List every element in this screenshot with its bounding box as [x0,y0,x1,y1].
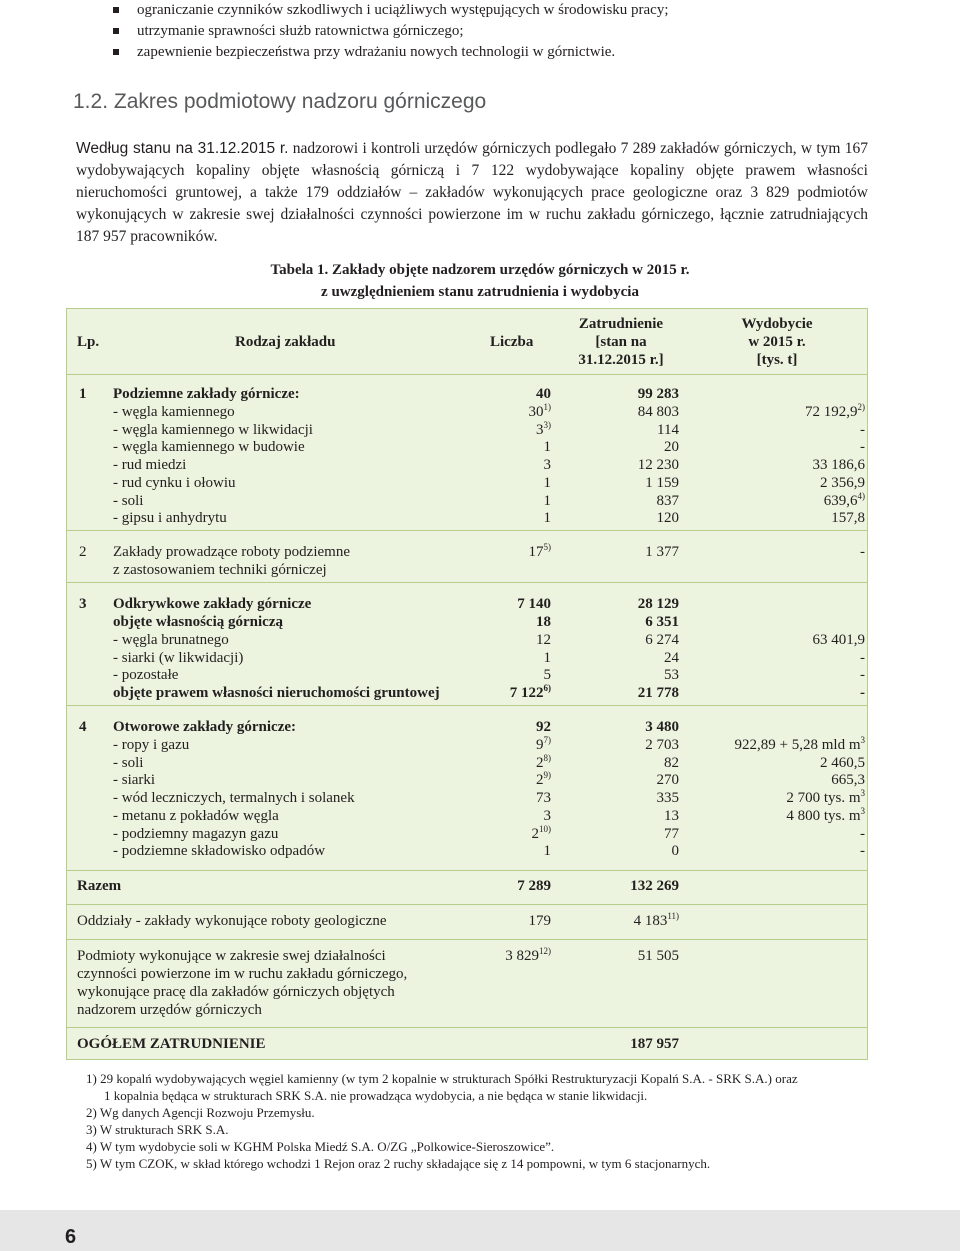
intro-paragraph [76,138,868,248]
row-employment: 6 274 [645,632,679,648]
bullet-item: zapewnienie bezpieczeństwa przy wdrażaniu nowych technologii w górnictwie. [110,42,669,63]
row-employment: 120 [656,510,679,526]
table-caption-line1: Tabela 1. Zakłady objęte nadzorem urzędów górniczych w 2015 r. [270,262,690,278]
header-production-1: Wydobycie [741,316,813,332]
row-name: objęte własnością górniczą [113,614,283,630]
row-count: 1 [543,493,551,509]
row-count: 9$^{7)}$ [536,735,551,753]
row-production: 2 700 tys. $m^3$ [786,788,865,806]
row-count: 1 [543,475,551,491]
total-count: 7 289 [517,878,551,894]
table-divider [67,582,867,583]
row-production: - [860,422,865,438]
row-production: 665,3 [831,772,865,788]
row-count: 1 [543,439,551,455]
row-production: 33 186,6 [812,457,865,473]
header-production-3: [tys. t] [756,352,798,368]
row-production: - [860,439,865,455]
row-count: 1 [543,650,551,666]
row-employment: 0 [671,843,679,859]
table-caption-line2: z uwzględnieniem stanu zatrudnienia i wydobycia [321,284,639,300]
header-count: Liczba [490,334,534,350]
footnote-4: 4) W tym wydobycie soli w KGHM Polska Miedź S.A. O/ZG „Polkowice-Sieroszowice”. [86,1139,555,1154]
row-production: 4 800 tys. $m^3$ [786,806,865,824]
row-name: - siarki [113,772,156,788]
entities-employment: 51 505 [637,948,679,964]
row-count: 1 [543,843,551,859]
table-divider [67,939,867,940]
row-name: - gipsu i anhydrytu [113,510,227,526]
footnote-3: 3) W strukturach SRK S.A. [86,1122,229,1137]
mining-plants-table [66,308,868,1060]
row-count: 3 [543,808,551,824]
grand-total-label: OGÓŁEM ZATRUDNIENIE [77,1036,266,1052]
row-production: 72 192,9$^{2)}$ [805,402,865,420]
row-name: - soli [113,755,144,771]
row-count: 2$^{9)}$ [536,770,551,788]
row-name: - wód leczniczych, termalnych i solanek [113,790,355,806]
row-name: Odkrywkowe zakłady górnicze [113,596,312,612]
row-count: 12 [536,632,551,648]
row-name: Otworowe zakłady górnicze: [113,719,297,735]
row-employment: 20 [664,439,679,455]
row-name: z zastosowaniem techniki górniczej [113,562,327,578]
bullet-item: ograniczanie czynników szkodliwych i uciążliwych występujących w środowisku pracy; [110,0,669,21]
row-employment: 270 [656,772,679,788]
row-employment: 82 [664,755,679,771]
row-count: 73 [536,790,551,806]
row-employment: 21 778 [637,685,679,701]
header-production-2: w 2015 r. [748,334,806,350]
row-name: - siarki (w likwidacji) [113,650,244,666]
row-employment: 12 230 [637,457,679,473]
page-footer [0,1210,960,1251]
row-production: 157,8 [831,510,865,526]
row-production: - [860,650,865,666]
row-production: - [860,667,865,683]
row-employment: 24 [664,650,679,666]
row-count: 1 [543,510,551,526]
row-name: Zakłady prowadzące roboty podziemne [113,544,350,560]
row-name: - podziemny magazyn gazu [113,826,279,842]
paragraph-body: nadzorowi i kontroli urzędów górniczych podlegało 7 289 zakładów górniczych, w tym 167 wydobywających kopaliny objęte własnością górniczą i 7 122 wydobywające kopaliny objęte prawem własności nieruchomości gruntowej, a także 179 oddziałów – zakładów wykonujących prace geologiczne oraz 3 829 podmiotów wykonujących w zakresie swej działalności czynności powierzone im w ruchu zakładu górniczego, łącznie zatrudniających 187 957 pracowników. [76,140,868,245]
footnote-1-cont: 1 kopalnia będąca w strukturach SRK S.A. nie prowadząca wydobycia, a nie będąca w stanie likwidacji. [104,1088,648,1103]
row-employment: 1 159 [645,475,679,491]
header-employment-1: Zatrudnienie [578,316,664,332]
row-production: 63 401,9 [812,632,865,648]
footnote-5: 5) W tym CZOK, w skład którego wchodzi 1 Rejon oraz 2 ruchy składające się z 14 pompowni, w tym 6 stacjonarnych. [86,1156,711,1171]
row-count: 3 [543,457,551,473]
row-name: - soli [113,493,144,509]
row-production: 922,89 + 5,28 mld $m^3$ [734,735,865,753]
table-divider [67,904,867,905]
row-count: 3$^{3)}$ [536,420,551,438]
row-employment: 53 [664,667,679,683]
bullet-list [110,0,669,63]
row-name: - rud cynku i ołowiu [113,475,236,491]
row-employment: 837 [656,493,679,509]
row-name: objęte prawem własności nieruchomości gruntowej [113,685,440,701]
row-count: 18 [536,614,551,630]
row-count: 40 [536,386,551,402]
row-lp: 1 [79,386,87,402]
row-employment: 2 703 [645,737,679,753]
row-employment: 99 283 [637,386,679,402]
section-heading: 1.2. Zakres podmiotowy nadzoru górniczego [73,90,487,113]
row-name: - węgla kamiennego [113,404,235,420]
header-lp: Lp. [77,334,100,350]
row-employment: 84 803 [637,404,679,420]
footnote-1: 1) 29 kopalń wydobywających węgiel kamienny (w tym 2 kopalnie w strukturach Spółki Restrukturyzacji Kopalń S.A. - SRK S.A.) oraz [86,1071,798,1086]
row-production: - [860,826,865,842]
table-divider [67,870,867,871]
row-count: 17$^{5)}$ [528,542,551,560]
row-name: - pozostałe [113,667,179,683]
row-name: - rud miedzi [113,457,187,473]
row-name: - węgla brunatnego [113,632,229,648]
row-production: - [860,685,865,701]
row-employment: 1 377 [645,544,679,560]
row-employment: 6 351 [645,614,679,630]
entities-count: 3 829$^{12)}$ [505,946,551,964]
header-type: Rodzaj zakładu [235,334,336,350]
row-production: 639,6$^{4)}$ [823,491,865,509]
row-employment: 114 [657,422,679,438]
row-employment: 3 480 [645,719,679,735]
row-production: - [860,544,865,560]
row-name: - metanu z pokładów węgla [113,808,279,824]
row-production: 2 460,5 [820,755,865,771]
table-divider [67,530,867,531]
row-employment: 13 [664,808,679,824]
row-name: - węgla kamiennego w budowie [113,439,305,455]
header-employment-3: 31.12.2015 r.] [578,352,664,368]
row-count: 30$^{1)}$ [528,402,551,420]
row-lp: 3 [79,596,87,612]
entities-label-line1: Podmioty wykonujące w zakresie swej działalności [77,948,386,964]
entities-label-line3: wykonujące pracę dla zakładów górniczych objętych [77,984,395,1000]
branches-count: 179 [528,913,551,929]
row-production: - [860,843,865,859]
row-count: 2$^{8)}$ [536,753,551,771]
row-lp: 2 [79,544,87,560]
row-lp: 4 [79,719,87,735]
page-number: 6 [65,1226,77,1248]
row-production: 2 356,9 [820,475,865,491]
grand-total-employment: 187 957 [630,1036,679,1052]
row-count: 2$^{10)}$ [531,824,551,842]
row-employment: 28 129 [637,596,679,612]
row-employment: 335 [656,790,679,806]
row-count: 5 [543,667,551,683]
footnote-2: 2) Wg danych Agencji Rozwoju Przemysłu. [86,1105,315,1120]
bullet-item: utrzymanie sprawności służb ratownictwa górniczego; [110,21,669,42]
row-name: Podziemne zakłady górnicze: [113,386,300,402]
row-name: - podziemne składowisko odpadów [113,843,326,859]
row-name: - węgla kamiennego w likwidacji [113,422,313,438]
row-count: 7 122$^{6)}$ [509,683,551,701]
paragraph-lead: Według stanu na 31.12.2015 r. [76,140,289,157]
row-name: - ropy i gazu [113,737,190,753]
row-employment: 77 [664,826,679,842]
table-divider [67,1027,867,1028]
branches-label: Oddziały - zakłady wykonujące roboty geologiczne [77,913,387,929]
table-divider [67,705,867,706]
row-count: 92 [536,719,551,735]
entities-label-line4: nadzorem urzędów górniczych [77,1002,262,1018]
total-label: Razem [77,878,122,894]
table-divider [67,374,867,375]
row-count: 7 140 [517,596,551,612]
total-employment: 132 269 [630,878,679,894]
branches-employment: 4 183$^{11)}$ [633,911,679,929]
header-employment-2: [stan na [595,334,647,350]
entities-label-line2: czynności powierzone im w ruchu zakładu górniczego, [77,966,408,982]
